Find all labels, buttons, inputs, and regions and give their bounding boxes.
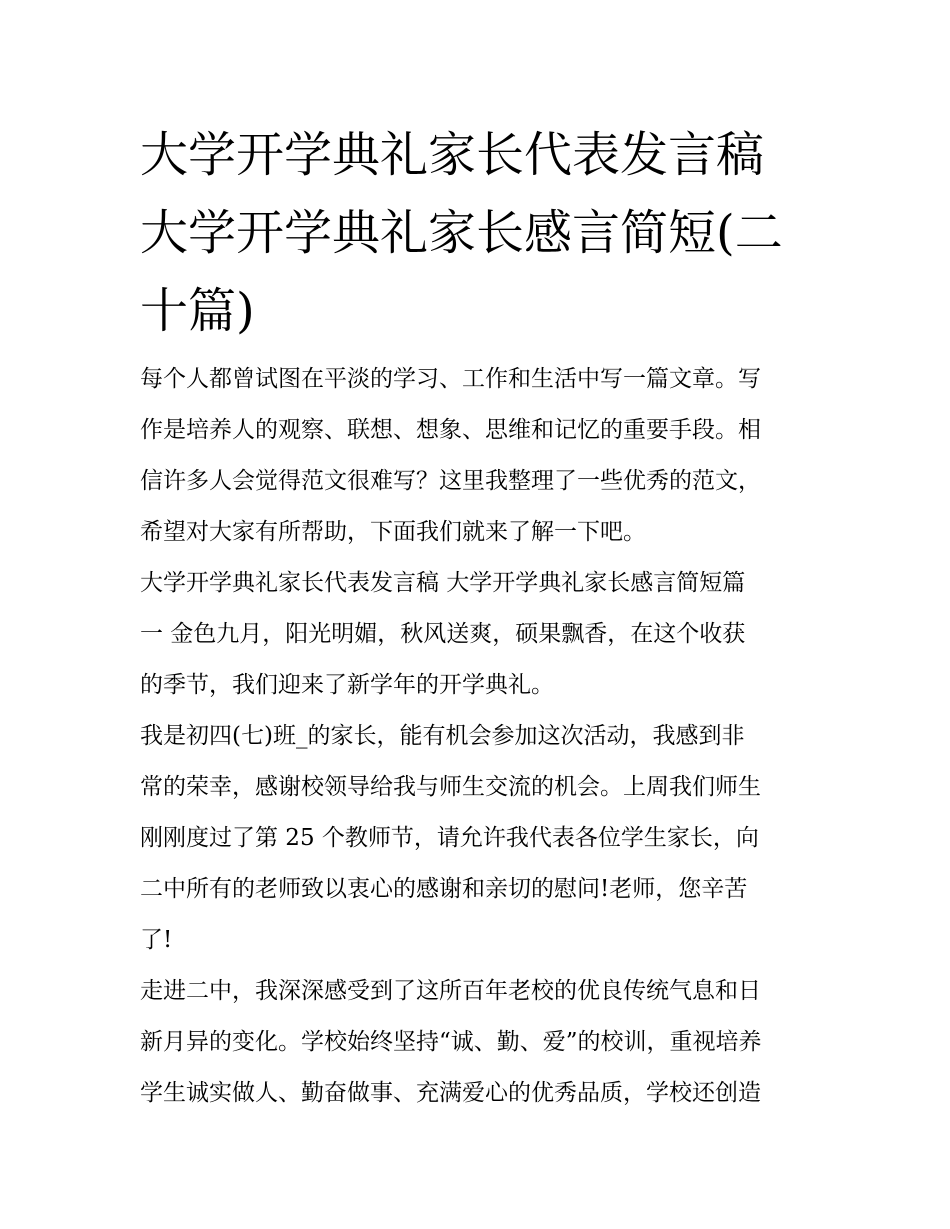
title-line: 大学开学典礼家长感言简短(二 — [140, 205, 783, 261]
text-line: 大学开学典礼家长代表发言稿 大学开学典礼家长感言简短篇 — [140, 570, 746, 596]
document-title — [140, 116, 820, 350]
paragraph-intro — [140, 354, 820, 558]
text-line: 常的荣幸，感谢校领导给我与师生交流的机会。上周我们师生 — [140, 774, 761, 800]
text-line: 一 金色九月，阳光明媚，秋风送爽，硕果飘香，在这个收获 — [140, 621, 746, 647]
text-line: 信许多人会觉得范文很难写？这里我整理了一些优秀的范文， — [140, 468, 761, 494]
text-line: 希望对大家有所帮助，下面我们就来了解一下吧。 — [140, 519, 646, 545]
text-line: 二中所有的老师致以衷心的感谢和亲切的慰问!老师，您辛苦 — [140, 876, 748, 902]
paragraph-article-one-opening — [140, 558, 820, 711]
text-line: 学生诚实做人、勤奋做事、充满爱心的优秀品质，学校还创造 — [140, 1080, 761, 1106]
text-line: 每个人都曾试图在平淡的学习、工作和生活中写一篇文章。写 — [140, 366, 761, 392]
text-line: 走进二中，我深深感受到了这所百年老校的优良传统气息和日 — [140, 978, 761, 1004]
paragraph-school-description — [140, 966, 820, 1119]
text-line: 我是初四(七)班_的家长，能有机会参加这次活动，我感到非 — [140, 723, 745, 749]
title-line: 十篇) — [140, 283, 255, 339]
text-line: 新月异的变化。学校始终坚持“诚、勤、爱”的校训，重视培养 — [140, 1029, 762, 1055]
text-line: 刚刚度过了第 25 个教师节，请允许我代表各位学生家长，向 — [140, 825, 759, 851]
text-line: 的季节，我们迎来了新学年的开学典礼。 — [140, 672, 554, 698]
document-body — [140, 354, 820, 1119]
title-line: 大学开学典礼家长代表发言稿 — [140, 127, 765, 183]
paragraph-parent-introduction — [140, 711, 820, 966]
text-line: 了! — [140, 927, 173, 953]
text-line: 作是培养人的观察、联想、想象、思维和记忆的重要手段。相 — [140, 417, 761, 443]
